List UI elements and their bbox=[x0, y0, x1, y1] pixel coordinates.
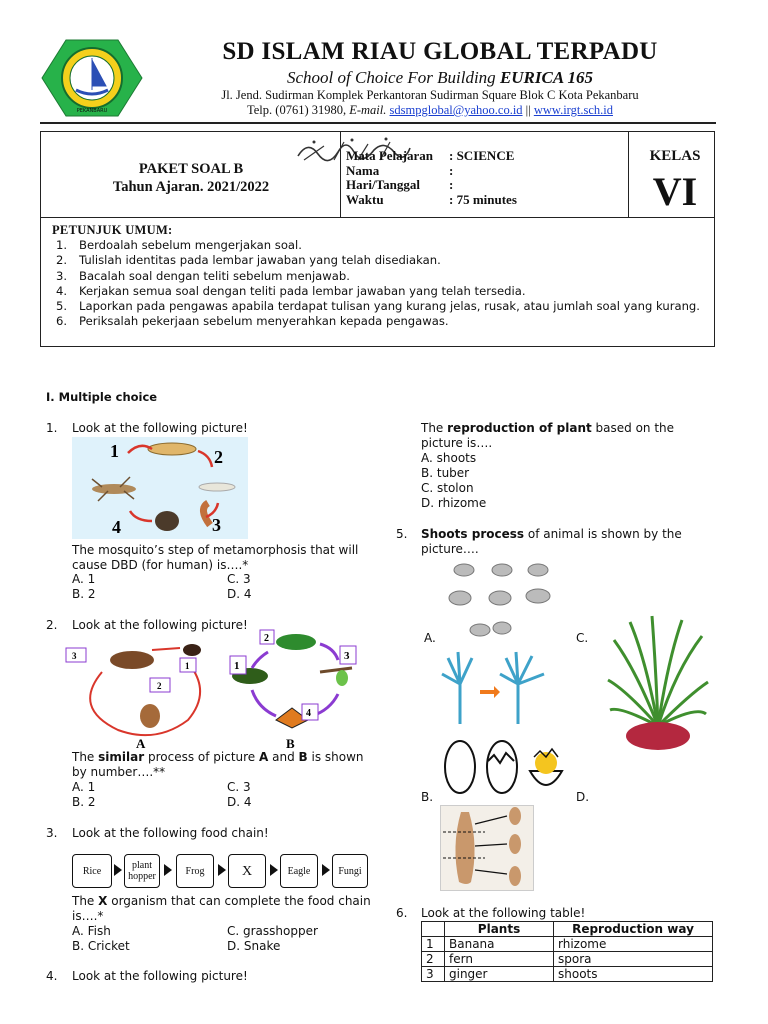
school-name: SD ISLAM RIAU GLOBAL TERPADU bbox=[222, 38, 658, 65]
reproduction-table bbox=[421, 921, 713, 982]
q2-b-label-2: 2 bbox=[264, 633, 269, 644]
q5-option-b[interactable]: B. bbox=[421, 790, 434, 804]
contact-separator: || bbox=[522, 103, 534, 117]
school-address: Jl. Jend. Sudirman Komplek Perkantoran Sudirman Square Blok C Kota Pekanbaru bbox=[221, 88, 639, 102]
q4-option-c[interactable]: C. stolon bbox=[421, 481, 474, 495]
hydra-budding-image bbox=[440, 556, 560, 642]
chain-fungi: Fungi bbox=[332, 854, 368, 888]
q5-number: 5. bbox=[396, 527, 408, 541]
table-cell: fern bbox=[445, 952, 554, 967]
q2-option-a[interactable]: A. 1 bbox=[72, 780, 96, 794]
petunjuk-item: 2. Tulislah identitas pada lembar jawaban yang telah disediakan. bbox=[56, 253, 441, 268]
table-cell: Banana bbox=[445, 937, 554, 952]
q4-number: 4. bbox=[46, 969, 58, 983]
q2-prompt: Look at the following picture! bbox=[72, 618, 248, 632]
header-divider bbox=[40, 122, 716, 124]
q2-number: 2. bbox=[46, 618, 58, 632]
table-cell: spora bbox=[554, 952, 713, 967]
q4-option-a[interactable]: A. shoots bbox=[421, 451, 477, 465]
food-chain bbox=[72, 852, 372, 892]
q3-option-b[interactable]: B. Cricket bbox=[72, 939, 130, 953]
chain-plant-hopper: plant hopper bbox=[124, 854, 160, 888]
chain-arrow bbox=[322, 864, 330, 876]
q3-option-c[interactable]: C. grasshopper bbox=[227, 924, 318, 938]
table-cell: rhizome bbox=[554, 937, 713, 952]
tagline-bold: EURICA 165 bbox=[499, 68, 593, 87]
q2-caption-a: A bbox=[136, 736, 146, 751]
q1-label-3: 3 bbox=[212, 515, 221, 535]
q4-option-d[interactable]: D. rhizome bbox=[421, 496, 487, 510]
q1-number: 1. bbox=[46, 421, 58, 435]
chain-arrow bbox=[218, 864, 226, 876]
q4-stem: The reproduction of plant based on the picture is…. bbox=[421, 421, 675, 450]
q2-b-label-4: 4 bbox=[306, 708, 311, 719]
table-row bbox=[422, 937, 713, 952]
q1-label-4: 4 bbox=[112, 517, 121, 537]
petunjuk-list bbox=[56, 238, 706, 330]
email-link[interactable]: sdsmpglobal@yahoo.co.id bbox=[389, 103, 523, 117]
q2-a-label-1: 1 bbox=[185, 661, 190, 671]
table-row bbox=[422, 967, 713, 982]
exam-meta bbox=[346, 149, 517, 207]
q1-prompt: Look at the following picture! bbox=[72, 421, 248, 435]
chain-rice: Rice bbox=[72, 854, 112, 888]
tagline bbox=[190, 68, 690, 88]
q3-prompt: Look at the following food chain! bbox=[72, 826, 269, 840]
q3-option-a[interactable]: A. Fish bbox=[72, 924, 111, 938]
petunjuk-item: 1. Berdoalah sebelum mengerjakan soal. bbox=[56, 238, 302, 252]
table-cell: 3 bbox=[422, 967, 445, 982]
table-row bbox=[422, 952, 713, 967]
q3-option-d[interactable]: D. Snake bbox=[227, 939, 281, 953]
chain-arrow bbox=[164, 864, 172, 876]
table-cell: shoots bbox=[554, 967, 713, 982]
egg-hatching-image bbox=[442, 727, 566, 803]
q1-label-2: 2 bbox=[214, 447, 223, 467]
table-header bbox=[422, 922, 445, 937]
school-contact bbox=[150, 103, 710, 118]
q1-option-b[interactable]: B. 2 bbox=[72, 587, 96, 601]
exam-box-hline bbox=[40, 217, 714, 218]
q1-option-d[interactable]: D. 4 bbox=[227, 587, 252, 601]
table-header-row bbox=[422, 922, 713, 937]
q5-option-a[interactable]: A. bbox=[424, 631, 436, 645]
nama-label: Nama bbox=[346, 162, 380, 178]
q3-stem: The X organism that can complete the food chain is….* bbox=[72, 894, 371, 923]
planaria-fragment-image bbox=[440, 805, 534, 891]
q4-prompt: Look at the following picture! bbox=[72, 969, 248, 983]
school-logo bbox=[40, 38, 144, 118]
q2-a-label-3: 3 bbox=[72, 651, 77, 661]
kelas-value: VI bbox=[652, 169, 698, 214]
q2-option-d[interactable]: D. 4 bbox=[227, 795, 252, 809]
q5-stem: Shoots process of animal is shown by the picture…. bbox=[421, 527, 682, 556]
mosquito-lifecycle-image bbox=[72, 437, 248, 539]
waktu-value: : 75 minutes bbox=[449, 191, 517, 207]
mapel-label: Mata Pelajaran bbox=[346, 148, 434, 163]
q1-option-a[interactable]: A. 1 bbox=[72, 572, 96, 586]
table-cell: 2 bbox=[422, 952, 445, 967]
q6-number: 6. bbox=[396, 906, 408, 920]
hydra-image bbox=[440, 644, 548, 726]
paket-block bbox=[46, 160, 336, 196]
logo-text: PEKANBARU bbox=[76, 108, 108, 114]
q2-option-c[interactable]: C. 3 bbox=[227, 780, 251, 794]
petunjuk-title: PETUNJUK UMUM: bbox=[52, 223, 173, 237]
section-title: I. Multiple choice bbox=[46, 390, 158, 404]
petunjuk-item: 6. Periksalah pekerjaan sebelum menyerahkan kepada pengawas. bbox=[56, 314, 449, 329]
chain-frog: Frog bbox=[176, 854, 214, 888]
chain-arrow bbox=[270, 864, 278, 876]
petunjuk-item: 4. Kerjakan semua soal dengan teliti pada lembar jawaban yang telah tersedia. bbox=[56, 283, 526, 298]
exam-box-vline-2 bbox=[628, 131, 629, 217]
chain-x: X bbox=[228, 854, 266, 888]
q2-caption-b: B bbox=[286, 736, 295, 751]
petunjuk-item: 5. Laporkan pada pengawas apabila terdapat tulisan yang kurang jelas, rusak, atau jumlah soal yang kurang. bbox=[56, 299, 700, 314]
q5-option-d[interactable]: D. bbox=[576, 790, 590, 804]
table-cell: ginger bbox=[445, 967, 554, 982]
q2-option-b[interactable]: B. 2 bbox=[72, 795, 96, 809]
q2-b-label-3: 3 bbox=[344, 650, 350, 662]
q2-a-label-2: 2 bbox=[157, 681, 162, 691]
table-cell: 1 bbox=[422, 937, 445, 952]
email-label: E-mail. bbox=[349, 103, 387, 117]
kelas-label: KELAS bbox=[649, 148, 701, 164]
phone: Telp. (0761) 31980, bbox=[247, 103, 350, 117]
chain-eagle: Eagle bbox=[280, 854, 318, 888]
mapel-value: : SCIENCE bbox=[449, 148, 515, 163]
q4-option-b[interactable]: B. tuber bbox=[421, 466, 470, 480]
table-header: Plants bbox=[445, 922, 554, 937]
plant-shoots-image bbox=[606, 610, 710, 756]
q1-label-1: 1 bbox=[110, 441, 119, 461]
q2-stem: The similar process of picture A and B is shown by number….** bbox=[72, 750, 364, 779]
chain-arrow bbox=[114, 864, 122, 876]
waktu-label: Waktu bbox=[346, 191, 384, 207]
lifecycle-diagram bbox=[62, 628, 362, 752]
petunjuk-item: 3. Bacalah soal dengan teliti sebelum menjawab. bbox=[56, 268, 350, 283]
table-header: Reproduction way bbox=[554, 922, 713, 937]
website-link[interactable]: www.irgt.sch.id bbox=[533, 103, 613, 117]
q1-option-c[interactable]: C. 3 bbox=[227, 572, 251, 586]
nama-value[interactable]: : bbox=[449, 162, 454, 178]
paket-label: PAKET SOAL B bbox=[138, 161, 244, 177]
q1-stem: The mosquito’s step of metamorphosis that will cause DBD (for human) is….* bbox=[72, 543, 359, 572]
hari-label: Hari/Tanggal bbox=[346, 177, 420, 192]
q3-number: 3. bbox=[46, 826, 58, 840]
q5-option-c[interactable]: C. bbox=[576, 631, 589, 645]
q2-b-label-1: 1 bbox=[234, 660, 240, 672]
q6-prompt: Look at the following table! bbox=[421, 906, 586, 920]
tagline-text: School of Choice For Building bbox=[286, 68, 500, 87]
hari-value[interactable]: : bbox=[449, 177, 454, 192]
tahun-ajaran: Tahun Ajaran. 2021/2022 bbox=[112, 179, 270, 195]
